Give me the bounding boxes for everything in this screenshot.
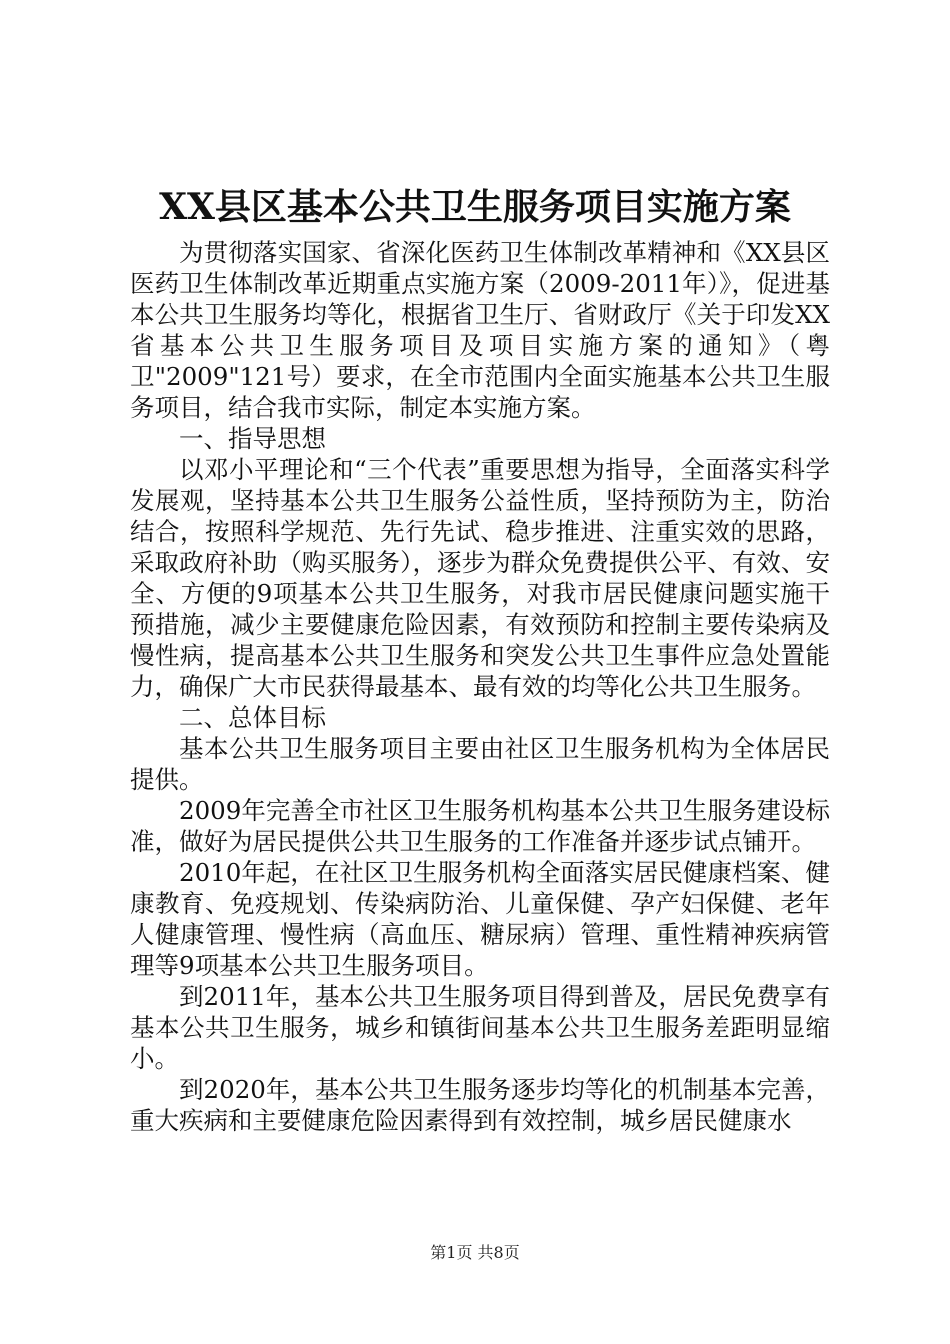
intro-paragraph: 为贯彻落实国家、省深化医药卫生体制改革精神和《XX县区医药卫生体制改革近期重点实施方案（2009-2011年）》，促进基本公共卫生服务均等化，根据省卫生厅、省财政厅《关于印发XX省基本公共卫生服务项目及项目实施方案的通知》（粤卫"2009"121号）要求，在全市范围内全面实施基本公共卫生服务项目，结合我市实际，制定本实施方案。: [130, 238, 830, 422]
goals-paragraph-2020: 到2020年，基本公共卫生服务逐步均等化的机制基本完善，重大疾病和主要健康危险因素得到有效控制，城乡居民健康水: [130, 1075, 830, 1135]
goals-paragraph-1: 基本公共卫生服务项目主要由社区卫生服务机构为全体居民提供。: [130, 734, 830, 794]
document-title: XX县区基本公共卫生服务项目实施方案: [159, 186, 791, 228]
section-heading-guiding-ideology: 一、指导思想: [179, 424, 326, 453]
document-body: [130, 237, 830, 1136]
goals-paragraph-2009: 2009年完善全市社区卫生服务机构基本公共卫生服务建设标准，做好为居民提供公共卫生服务的工作准备并逐步试点铺开。: [130, 796, 830, 856]
section-heading-overall-goals: 二、总体目标: [179, 703, 326, 732]
goals-paragraph-2011: 到2011年，基本公共卫生服务项目得到普及，居民免费享有基本公共卫生服务，城乡和镇街间基本公共卫生服务差距明显缩小。: [130, 982, 830, 1073]
goals-paragraph-2010: 2010年起，在社区卫生服务机构全面落实居民健康档案、健康教育、免疫规划、传染病防治、儿童保健、孕产妇保健、老年人健康管理、慢性病（高血压、糖尿病）管理、重性精神疾病管理等9项基本公共卫生服务项目。: [130, 858, 830, 980]
page-footer: 第1页 共8页: [430, 1243, 520, 1262]
guiding-ideology-paragraph: 以邓小平理论和“三个代表”重要思想为指导，全面落实科学发展观，坚持基本公共卫生服务公益性质，坚持预防为主，防治结合，按照科学规范、先行先试、稳步推进、注重实效的思路，采取政府补助（购买服务），逐步为群众免费提供公平、有效、安全、方便的9项基本公共卫生服务，对我市居民健康问题实施干预措施，减少主要健康危险因素，有效预防和控制主要传染病及慢性病，提高基本公共卫生服务和突发公共卫生事件应急处置能力，确保广大市民获得最基本、最有效的均等化公共卫生服务。: [130, 455, 830, 701]
